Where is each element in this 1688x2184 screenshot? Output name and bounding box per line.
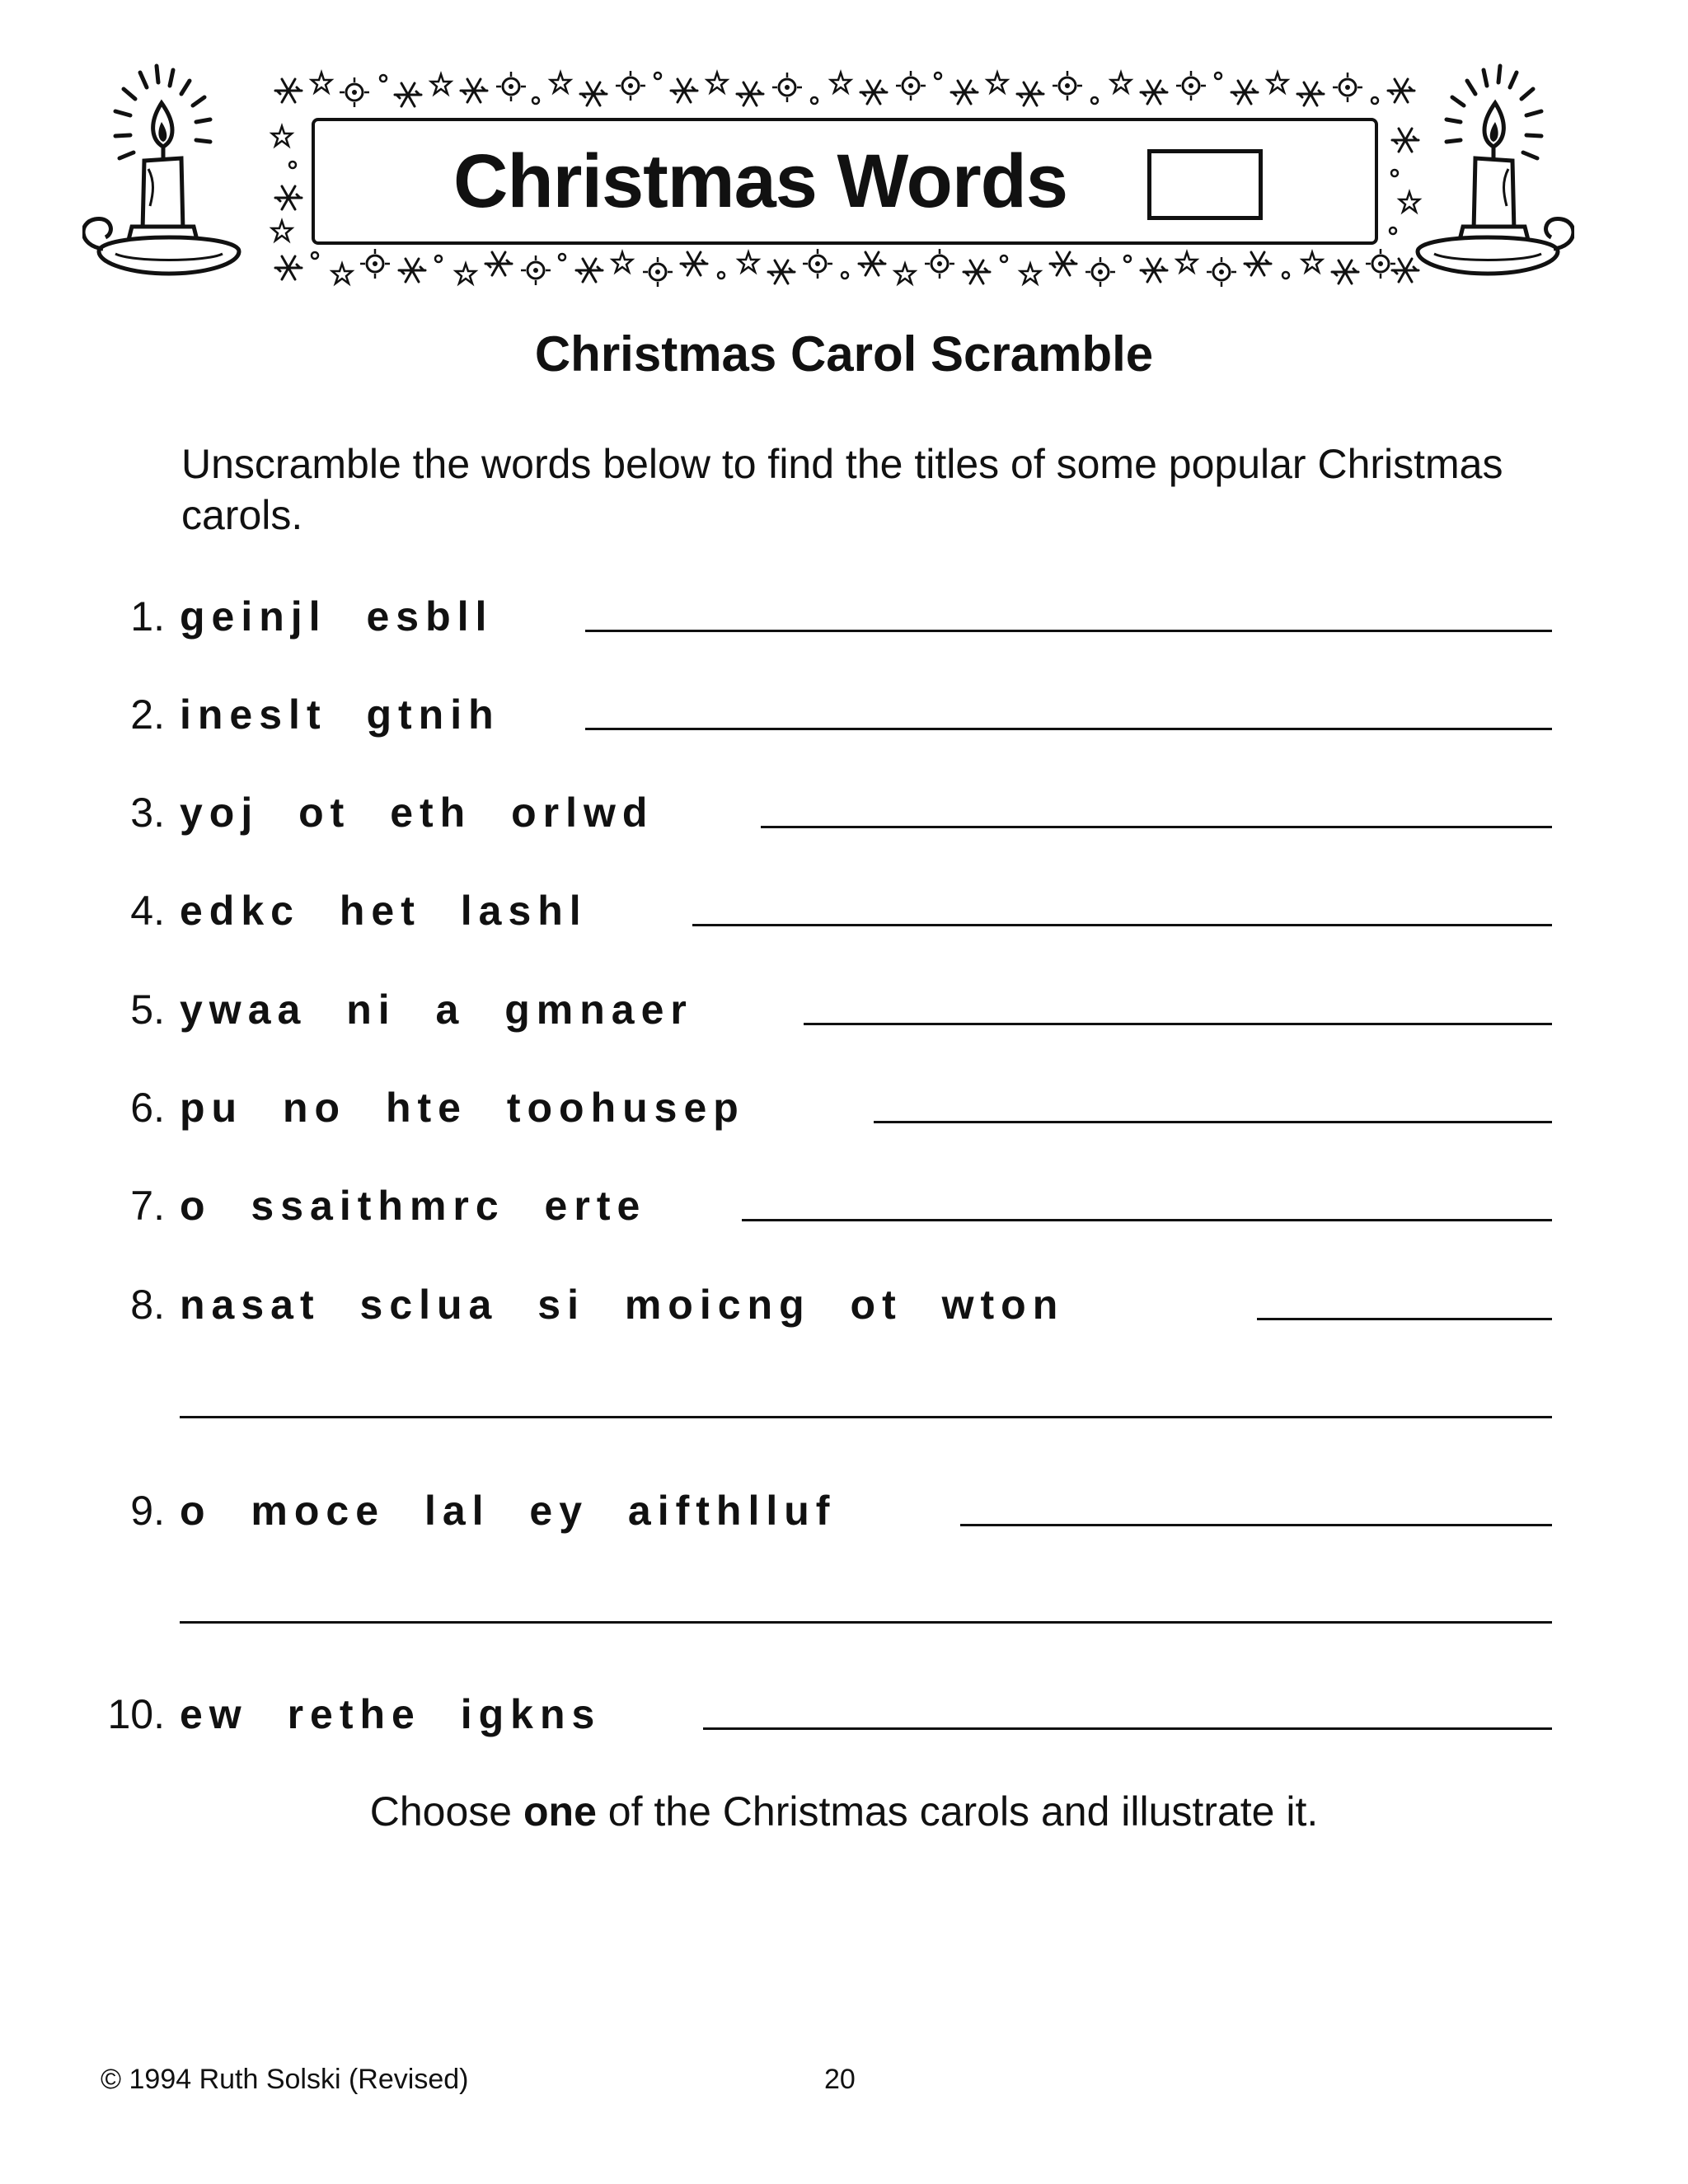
answer-line-continued[interactable] [180, 1621, 1552, 1624]
scrambled-words: o moce lal ey aifthlluf [180, 1488, 837, 1534]
item-number: 7. [130, 1183, 165, 1229]
scrambled-words: ywaa ni a gmnaer [180, 987, 693, 1033]
answer-line[interactable] [585, 728, 1552, 730]
item-number: 1. [130, 593, 165, 640]
item-number: 2. [130, 691, 165, 738]
note-emphasis: one [523, 1788, 597, 1835]
item-number: 3. [130, 790, 165, 836]
answer-line[interactable] [692, 924, 1552, 926]
item-number: 9. [130, 1488, 165, 1534]
answer-line[interactable] [742, 1219, 1552, 1221]
scrambled-words: geinjl esbll [180, 593, 494, 640]
answer-line[interactable] [585, 630, 1552, 632]
answer-line[interactable] [960, 1524, 1552, 1526]
item-number: 6. [130, 1085, 165, 1131]
candle-left-icon [82, 58, 256, 305]
answer-line[interactable] [804, 1023, 1552, 1025]
answer-line[interactable] [1257, 1318, 1552, 1320]
page-title: Christmas Words [453, 139, 1068, 223]
instructions-text: Unscramble the words below to find the titles of some popular Christmas carols. [181, 441, 1503, 538]
scrambled-words: yoj ot eth orlwd [180, 790, 654, 836]
scrambled-words: edkc het lashl [180, 888, 588, 934]
copyright-notice: © 1994 Ruth Solski (Revised) [101, 2064, 469, 2095]
score-box [1147, 149, 1263, 220]
answer-line[interactable] [761, 826, 1552, 828]
page-number: 20 [824, 2064, 856, 2095]
scrambled-words: ineslt gtnih [180, 691, 500, 738]
note-text: of the Christmas carols and illustrate it. [596, 1788, 1319, 1835]
item-number: 10. [107, 1691, 165, 1737]
note-text: Choose [369, 1788, 523, 1835]
scrambled-words: pu no hte toohusep [180, 1085, 745, 1131]
activity-subtitle: Christmas Carol Scramble [534, 326, 1154, 382]
answer-line[interactable] [874, 1121, 1552, 1123]
item-number: 8. [130, 1282, 165, 1328]
illustration-instruction [0, 1787, 1688, 1836]
scrambled-words: ew rethe igkns [180, 1691, 602, 1737]
answer-line-continued[interactable] [180, 1416, 1552, 1418]
scrambled-words: nasat sclua si moicng ot wton [180, 1282, 1065, 1328]
scrambled-words: o ssaithmrc erte [180, 1183, 647, 1229]
candle-right-icon [1401, 58, 1574, 305]
item-number: 4. [130, 888, 165, 934]
item-number: 5. [130, 987, 165, 1033]
answer-line[interactable] [703, 1727, 1552, 1730]
